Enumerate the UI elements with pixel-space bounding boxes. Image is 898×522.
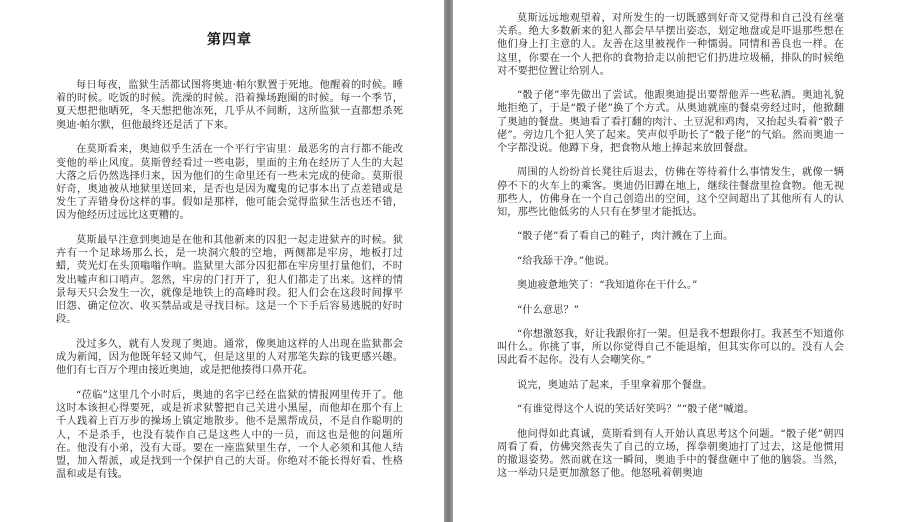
paragraph: “给我舔干净。”他说。 xyxy=(517,255,616,267)
paragraph: 没过多久，就有人发现了奥迪。通常，像奥迪这样的人出现在监狱都会成为新闻，因为他既年轻又帅气，但是这里的人对那笔失踪的钱更感兴趣。他们有七百万个理由接近奥迪，或是把他揍得口鼻开花。 xyxy=(56,338,403,377)
paragraph: “你想激怒我，好让我跟你打一架。但是我不想跟你打。我甚至不知道你叫什么。你挑了事，所以你觉得自己不能退缩，但其实你可以的。没有人会因此看不起你。没有人会嘲笑你。” xyxy=(497,328,844,367)
paragraph: 每日每夜，监狱生活都试图将奥迪·帕尔默置于死地。他醒着的时候。睡着的时候。吃饭的时候。洗澡的时候。沿着操场跑圈的时候。每一个季节，夏天想把他晒死，冬天想把他冻死，几乎从不间断，这所监狱一直都想杀死奥迪·帕尔默，但他最终还是活了下来。 xyxy=(56,80,403,131)
paragraph: 在莫斯看来，奥迪似乎生活在一个平行宇宙里：最恶劣的言行都不能改变他的举止风度。莫斯曾经看过一些电影，里面的主角在经历了人生的大起大落之后仍然选择归来，因为他们的生命里还有一些未完成的使命。莫斯很好奇，奥迪被从地狱里送回来，是否也是因为魔鬼的记事本出了点差错或是发生了弄错身份这样的事。假如是那样，他可能会觉得监狱生活也还不错，因为他经历过远比这更糟的。 xyxy=(56,144,403,222)
paragraph: 莫斯最早注意到奥迪是在他和其他新来的囚犯一起走进狱卉的时候。狱卉有一个足球场那么长，是一块洞穴般的空地，两侧都是牢房，地板打过蜡，荧光灯在头顶嗡嗡作响。监狱里大部分囚犯都在牢房里打量他们，不时发出嘘声和口哨声。忽然，牢房的门打开了，犯人们都走了出来。这样的情景每天只会发生一次，就像是地铁上的高峰时段。犯人们会在这段时间撑平旧怨、确定位次、收买禁品或是寻找目标。这是一个下手后容易逃脱的好时段。 xyxy=(56,235,403,326)
paragraph: “骰子佬”看了看自己的鞋子，肉汁溅在了上面。 xyxy=(517,231,734,243)
paragraph: “莅临”这里几个小时后，奥迪的名字已经在监狱的情报网里传开了。他这时本该担心得要死，或是祈求狱警把自己关进小黑屋，而他却在那个有上千人践着上百万步的操场上镇定地散步。他不是黑帮成员，不是自作聪明的人，不是杀手，也没有装作自己是这些人中的一员，而这也是他的问题所在。他没有小弟，没有大哥。要在一座监狱里生存，一个人必须和其他人结盟，加入帮派，或是找到一个保护自己的大哥。你绝对不能长得好看、性格温和或是有钱。 xyxy=(56,390,403,481)
paragraph: “有谁觉得这个人说的笑话好笑吗？”“骰子佬”喊道。 xyxy=(517,404,755,416)
paragraph: 说完，奥迪站了起来，手里拿着那个餐盘。 xyxy=(517,379,713,391)
page-divider xyxy=(444,0,453,522)
paragraph: 他问得如此真诚，莫斯看到有人开始认真思考这个问题。“骰子佬”朝四周看了看，仿佛突然丧失了自己的立场，挥拳朝奥迪打了过去，这是他惯用的撤退姿势。然而就在这一瞬间，奥迪手中的餐盘砸中了他的脑袋。当然，这一举动只是更加激怒了他。他怒吼着朝奥迪 xyxy=(497,428,844,480)
left-page xyxy=(0,0,444,522)
paragraph: “骰子佬”率先做出了尝试。他跟奥迪提出要帮他弄一些私酒。奥迪礼貌地拒绝了，于是“骰子佬”换了个方式。从奥迪就座的餐桌旁经过时，他掀翻了奥迪的餐盘。奥迪看了看打翻的肉汁、土豆泥和鸡肉，又抬起头看着“骰子佬”。旁边几个犯人笑了起来。笑声似乎助长了“骰子佬”的气焰。然而奥迪一个字都没说。他蹲下身，把食物从地上捧起来放回餐盘。 xyxy=(497,90,844,155)
paragraph: 莫斯远远地观望着，对所发生的一切既感到好奇又觉得和自己没有丝毫关系。绝大多数新来的犯人都会早早摆出姿态，划定地盘或是吓退那些想在他们身上打主意的人。友善在这里被视作一种懦弱。同情和善良也一样。在这里，你要在一个人把你的食物拾走以前把它们扔进垃圾桶，排队的时候绝对不要把位置让给别人。 xyxy=(497,13,844,77)
chapter-title: 第四章 xyxy=(207,32,252,48)
right-page xyxy=(453,0,898,522)
paragraph: “什么意思？” xyxy=(517,304,580,316)
paragraph: 周围的人纷纷首长凳往后退去，仿佛在等待着什么事情发生，就像一辆停不下的火车上的乘客。奥迪仍旧蹲在地上，继续往餐盘里捡食物。他无视那些人，仿佛身在一个自己创造出的空间，这个空间超出了其他所有人的认知，那些比他低劣的人只有在梦里才能抵达。 xyxy=(497,167,844,219)
paragraph: 奥迪疲惫地笑了：“我知道你在干什么。” xyxy=(517,280,698,292)
